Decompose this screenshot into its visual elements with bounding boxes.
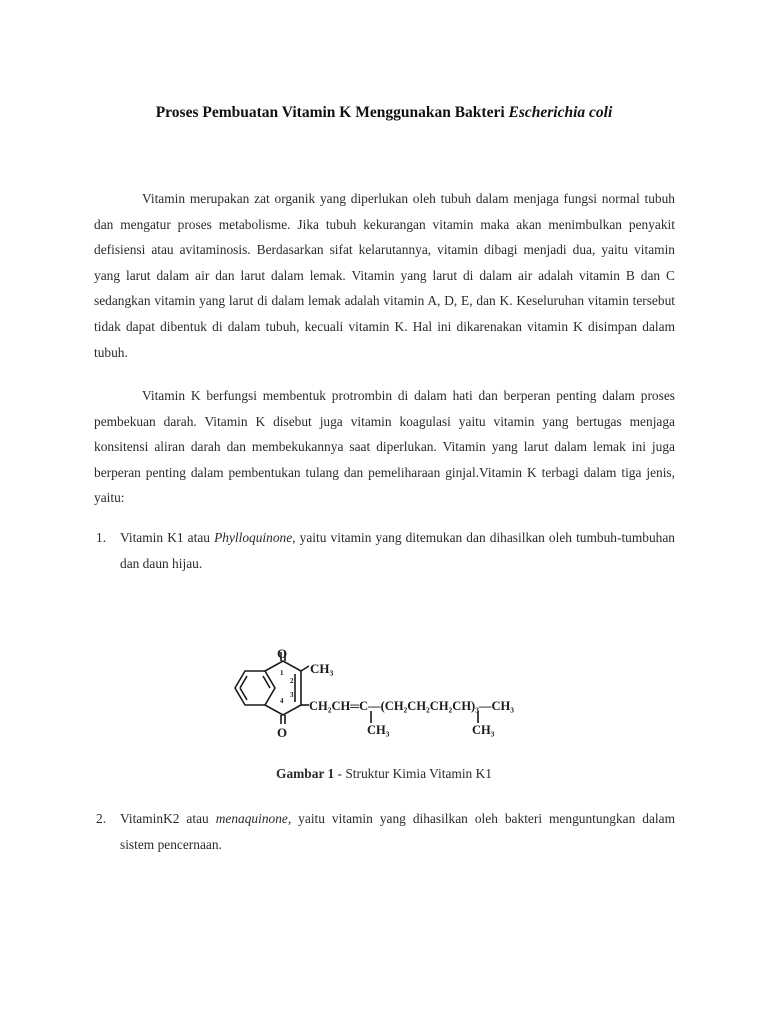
position-4-label: 4 <box>280 697 284 705</box>
position-1-label: 1 <box>280 669 284 677</box>
methyl-top-label: CH₃ <box>310 661 334 676</box>
list-item-pre: VitaminK2 atau <box>120 811 216 826</box>
list-item-term: menaquinone <box>215 811 288 826</box>
list-number: 2. <box>96 811 107 826</box>
list-item-post: , yaitu vitamin yang ditemukan dan dihasilkan oleh tumbuh-tumbuhan dan daun hijau. <box>120 530 675 571</box>
position-2-label: 2 <box>290 677 294 685</box>
title-main: Proses Pembuatan Vitamin K Menggunakan Bakteri <box>155 104 509 121</box>
paragraph-intro: Vitamin merupakan zat organik yang diperlukan oleh tubuh dalam menjaga fungsi normal tubuh dan mengatur proses metabolisme. Jika tubuh kekurangan vitamin maka akan menimbulkan penyakit defisiensi atau avitaminosis. Berdasarkan sifat kelarutannya, vitamin dibagi menjadi dua, yaitu vitamin yang larut dalam air dan larut dalam lemak. Vitamin yang larut di dalam air adalah vitamin B dan C sedangkan vitamin yang larut di dalam lemak adalah vitamin A, D, E, dan K. Keseluruhan vitamin tersebut tidak dapat dibentuk di dalam tubuh, kecuali vitamin K. Hal ini dikarenakan vitamin K disimpan dalam tubuh. <box>94 191 675 360</box>
list-number: 1. <box>96 530 107 545</box>
list-item-post: , yaitu vitamin yang dihasilkan oleh bakteri menguntungkan dalam sistem pencernaan. <box>120 811 675 852</box>
document-title <box>0 104 768 122</box>
vitamin-k1-structure <box>225 645 555 740</box>
list-item <box>94 806 675 857</box>
list-item-term: Phylloquinone <box>214 530 293 545</box>
caption-text: - Struktur Kimia Vitamin K1 <box>334 766 492 781</box>
list-item-text <box>120 525 675 576</box>
oxygen-top-label: O <box>277 646 288 661</box>
ring-bonds <box>235 652 478 724</box>
position-3-label: 3 <box>290 691 294 699</box>
methyl-branch-label-2: CH₃ <box>472 723 495 737</box>
paragraph-function: Vitamin K berfungsi membentuk protrombin di dalam hati dan berperan penting dalam proses pembekuan darah. Vitamin K disebut juga vitamin koagulasi yaitu vitamin yang bertugas menjaga konsitensi aliran darah dan membekukannya saat diperlukan. Vitamin yang larut dalam lemak ini juga berperan penting dalam pembentukan tulang dan pemeliharaan ginjal.Vitamin K terbagi dalam tiga jenis, yaitu: <box>94 388 675 506</box>
oxygen-bottom-label: O <box>277 725 288 740</box>
title-species: Escherichia coli <box>508 104 613 121</box>
side-chain-label: CH₂CH═C—(CH₂CH₂CH₂CH)₃—CH₃ <box>309 699 514 713</box>
chemical-structure-diagram <box>225 645 555 740</box>
list-item-text <box>120 806 675 857</box>
list-item <box>94 525 675 576</box>
methyl-branch-label-1: CH₃ <box>367 723 390 737</box>
figure-caption <box>0 766 768 782</box>
caption-label: Gambar 1 <box>276 766 335 781</box>
list-item-pre: Vitamin K1 atau <box>120 530 215 545</box>
